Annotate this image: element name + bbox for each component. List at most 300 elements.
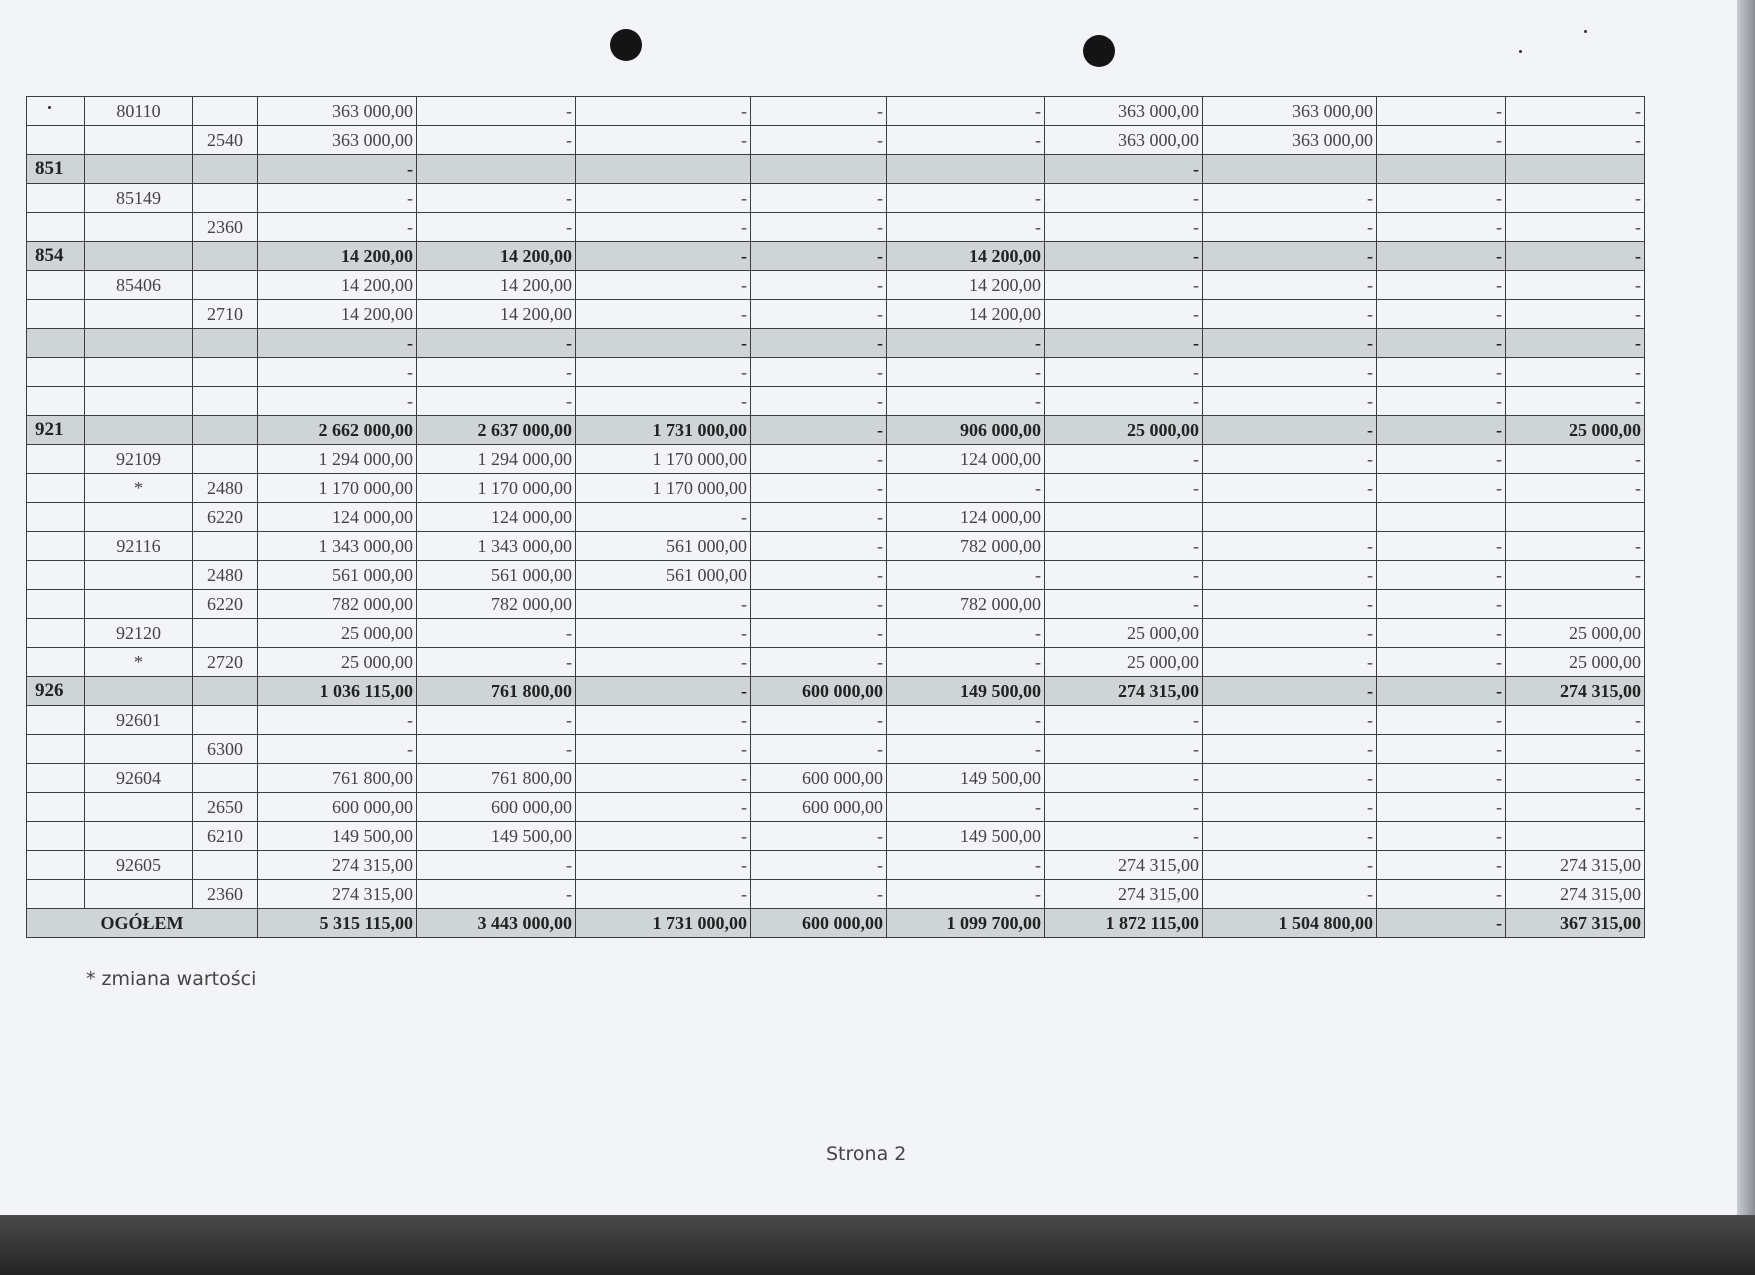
table-cell: - <box>1203 474 1377 503</box>
table-cell: - <box>1045 358 1203 387</box>
table-cell: 274 315,00 <box>1506 851 1645 880</box>
table-cell: - <box>1506 474 1645 503</box>
table-cell: - <box>1377 851 1506 880</box>
table-cell: - <box>576 97 751 126</box>
table-cell: - <box>1203 561 1377 590</box>
table-cell <box>27 474 85 503</box>
table-cell: - <box>1506 561 1645 590</box>
table-cell: - <box>1377 329 1506 358</box>
table-cell: 124 000,00 <box>258 503 417 532</box>
table-cell: - <box>1377 416 1506 445</box>
table-cell: - <box>576 706 751 735</box>
table-cell: - <box>1377 387 1506 416</box>
table-cell: - <box>576 851 751 880</box>
table-cell <box>27 648 85 677</box>
table-cell: - <box>1045 532 1203 561</box>
table-cell: 92604 <box>85 764 193 793</box>
table-row <box>27 213 1645 242</box>
table-cell: - <box>751 329 887 358</box>
table-cell: - <box>258 358 417 387</box>
table-cell: - <box>1045 822 1203 851</box>
table-cell <box>1506 822 1645 851</box>
table-cell <box>27 184 85 213</box>
table-cell: - <box>1377 561 1506 590</box>
table-cell: - <box>1377 242 1506 271</box>
table-cell <box>193 706 258 735</box>
table-cell <box>27 561 85 590</box>
table-cell: - <box>258 184 417 213</box>
table-row <box>27 503 1645 532</box>
table-cell: - <box>1377 474 1506 503</box>
table-cell: - <box>1377 271 1506 300</box>
table-cell: - <box>1203 300 1377 329</box>
table-cell <box>193 764 258 793</box>
table-cell: - <box>417 387 576 416</box>
table-cell: - <box>258 329 417 358</box>
table-cell: 274 315,00 <box>258 880 417 909</box>
table-cell <box>27 329 85 358</box>
table-cell <box>27 445 85 474</box>
table-cell: 761 800,00 <box>417 764 576 793</box>
table-cell: - <box>1045 764 1203 793</box>
table-cell: - <box>1045 793 1203 822</box>
table-cell: - <box>1203 648 1377 677</box>
table-cell: 2480 <box>193 474 258 503</box>
table-cell: 25 000,00 <box>258 648 417 677</box>
total-cell: 1 099 700,00 <box>887 909 1045 938</box>
table-cell: - <box>1045 155 1203 184</box>
speck <box>1584 30 1587 33</box>
section-row <box>27 416 1645 445</box>
table-cell <box>193 532 258 561</box>
table-cell: 761 800,00 <box>258 764 417 793</box>
table-cell: - <box>887 880 1045 909</box>
table-cell: - <box>576 677 751 706</box>
table-cell: - <box>887 648 1045 677</box>
table-cell: 600 000,00 <box>417 793 576 822</box>
table-cell: 92120 <box>85 619 193 648</box>
table-cell: 149 500,00 <box>258 822 417 851</box>
table-cell: 363 000,00 <box>1045 97 1203 126</box>
table-cell: - <box>1045 474 1203 503</box>
total-cell: 1 872 115,00 <box>1045 909 1203 938</box>
total-row <box>27 909 1645 938</box>
table-cell: 25 000,00 <box>1506 416 1645 445</box>
table-cell: - <box>1045 242 1203 271</box>
table-cell: - <box>1377 677 1506 706</box>
table-row <box>27 648 1645 677</box>
table-cell: - <box>1506 706 1645 735</box>
table-cell: - <box>887 561 1045 590</box>
table-cell: - <box>751 648 887 677</box>
table-cell: - <box>887 329 1045 358</box>
table-cell: 274 315,00 <box>1506 880 1645 909</box>
table-cell: 363 000,00 <box>1045 126 1203 155</box>
table-cell: - <box>417 619 576 648</box>
table-cell: - <box>576 880 751 909</box>
table-cell <box>193 184 258 213</box>
table-cell: 274 315,00 <box>1506 677 1645 706</box>
table-cell: 561 000,00 <box>576 561 751 590</box>
table-cell: - <box>1045 561 1203 590</box>
table-cell <box>85 242 193 271</box>
table-cell: 363 000,00 <box>1203 126 1377 155</box>
table-cell: - <box>1506 213 1645 242</box>
table-cell: 1 294 000,00 <box>258 445 417 474</box>
table-cell: - <box>576 329 751 358</box>
table-cell: 124 000,00 <box>417 503 576 532</box>
table-cell <box>85 416 193 445</box>
table-cell <box>1506 155 1645 184</box>
table-cell: 14 200,00 <box>258 300 417 329</box>
table-cell <box>1203 155 1377 184</box>
table-cell: 1 343 000,00 <box>417 532 576 561</box>
table-cell: - <box>576 242 751 271</box>
table-cell: - <box>1506 387 1645 416</box>
table-cell: 1 170 000,00 <box>576 474 751 503</box>
table-cell: - <box>887 358 1045 387</box>
table-cell: - <box>887 735 1045 764</box>
table-cell: 6300 <box>193 735 258 764</box>
table-cell: 761 800,00 <box>417 677 576 706</box>
table-cell: 854 <box>27 242 85 271</box>
table-row <box>27 822 1645 851</box>
punch-hole <box>610 29 642 61</box>
table-cell: - <box>1506 271 1645 300</box>
table-cell: 92109 <box>85 445 193 474</box>
table-row <box>27 735 1645 764</box>
table-cell: - <box>1203 532 1377 561</box>
table-cell <box>85 387 193 416</box>
table-cell: - <box>576 793 751 822</box>
table-cell <box>193 416 258 445</box>
table-cell: - <box>417 213 576 242</box>
total-cell: 3 443 000,00 <box>417 909 576 938</box>
table-cell: - <box>1203 329 1377 358</box>
table-cell <box>85 503 193 532</box>
table-cell: 14 200,00 <box>417 300 576 329</box>
table-row <box>27 271 1645 300</box>
table-cell: 363 000,00 <box>1203 97 1377 126</box>
total-cell: - <box>1377 909 1506 938</box>
table-cell: - <box>1203 619 1377 648</box>
page-number: Strona 2 <box>826 1143 907 1165</box>
table-cell: - <box>1045 387 1203 416</box>
table-cell: 25 000,00 <box>1506 648 1645 677</box>
table-cell: 1 343 000,00 <box>258 532 417 561</box>
table-cell <box>193 329 258 358</box>
speck <box>1519 50 1522 53</box>
table-cell <box>1377 503 1506 532</box>
table-cell: - <box>1506 358 1645 387</box>
table-cell <box>85 735 193 764</box>
table-cell <box>193 271 258 300</box>
table-cell <box>27 764 85 793</box>
table-cell: - <box>576 300 751 329</box>
table-cell <box>193 155 258 184</box>
table-cell <box>193 387 258 416</box>
table-cell: - <box>576 648 751 677</box>
table-cell <box>27 822 85 851</box>
table-cell <box>85 793 193 822</box>
table-cell: - <box>1377 126 1506 155</box>
table-cell: - <box>751 619 887 648</box>
table-cell: - <box>1506 764 1645 793</box>
table-cell <box>27 271 85 300</box>
table-cell: - <box>1377 648 1506 677</box>
table-cell <box>1506 590 1645 619</box>
table-cell: - <box>1506 793 1645 822</box>
table-cell <box>1045 503 1203 532</box>
table-cell: 25 000,00 <box>1045 619 1203 648</box>
table-cell: - <box>1203 764 1377 793</box>
table-cell: 14 200,00 <box>887 242 1045 271</box>
table-cell: - <box>1203 706 1377 735</box>
table-cell: 25 000,00 <box>1045 648 1203 677</box>
total-label: OGÓŁEM <box>27 909 258 938</box>
table-cell: - <box>1506 445 1645 474</box>
table-cell: - <box>887 474 1045 503</box>
table-cell <box>1203 503 1377 532</box>
table-cell <box>27 735 85 764</box>
table-cell <box>751 155 887 184</box>
table-cell: 851 <box>27 155 85 184</box>
table-cell: - <box>576 213 751 242</box>
table-cell: - <box>887 126 1045 155</box>
table-cell: 782 000,00 <box>887 532 1045 561</box>
table-cell <box>85 300 193 329</box>
table-cell: 6220 <box>193 503 258 532</box>
table-cell: - <box>576 271 751 300</box>
table-cell: - <box>417 735 576 764</box>
table-cell: 921 <box>27 416 85 445</box>
table-cell: 14 200,00 <box>417 242 576 271</box>
table-cell: - <box>1377 706 1506 735</box>
table-cell: 25 000,00 <box>1506 619 1645 648</box>
table-cell: - <box>1506 97 1645 126</box>
table-cell: 6220 <box>193 590 258 619</box>
table-cell: - <box>1506 300 1645 329</box>
section-row <box>27 329 1645 358</box>
table-cell: - <box>1045 706 1203 735</box>
table-cell <box>193 242 258 271</box>
table-cell <box>27 300 85 329</box>
table-cell: - <box>1045 184 1203 213</box>
table-cell: - <box>751 358 887 387</box>
table-cell: 1 170 000,00 <box>258 474 417 503</box>
table-cell: 1 731 000,00 <box>576 416 751 445</box>
table-cell: - <box>1203 213 1377 242</box>
table-cell <box>85 126 193 155</box>
table-cell <box>85 880 193 909</box>
table-row <box>27 387 1645 416</box>
table-cell <box>193 445 258 474</box>
table-cell: 149 500,00 <box>417 822 576 851</box>
table-cell: 782 000,00 <box>887 590 1045 619</box>
table-cell: - <box>1203 445 1377 474</box>
table-cell: - <box>751 503 887 532</box>
table-cell: 149 500,00 <box>887 822 1045 851</box>
table-cell: 561 000,00 <box>417 561 576 590</box>
table-cell <box>887 155 1045 184</box>
table-cell: - <box>576 590 751 619</box>
table-cell: 2480 <box>193 561 258 590</box>
table-cell: 561 000,00 <box>258 561 417 590</box>
section-row <box>27 155 1645 184</box>
table-cell <box>27 97 85 126</box>
table-cell: - <box>751 387 887 416</box>
table-cell: - <box>576 764 751 793</box>
table-cell: - <box>1506 735 1645 764</box>
table-cell: 25 000,00 <box>258 619 417 648</box>
table-cell <box>193 358 258 387</box>
table-cell: - <box>887 706 1045 735</box>
table-row <box>27 880 1645 909</box>
table-cell: - <box>1377 184 1506 213</box>
table-cell: - <box>1377 764 1506 793</box>
table-cell: - <box>417 184 576 213</box>
table-cell: 149 500,00 <box>887 764 1045 793</box>
table-cell: - <box>1203 677 1377 706</box>
table-row <box>27 532 1645 561</box>
table-cell <box>1377 155 1506 184</box>
table-cell <box>85 677 193 706</box>
table-cell: 782 000,00 <box>417 590 576 619</box>
table-cell: - <box>1045 271 1203 300</box>
table-cell: - <box>1377 213 1506 242</box>
table-row <box>27 561 1645 590</box>
table-cell: - <box>258 387 417 416</box>
table-cell <box>85 590 193 619</box>
table-cell: 600 000,00 <box>751 764 887 793</box>
table-row <box>27 590 1645 619</box>
table-cell: 14 200,00 <box>258 271 417 300</box>
table-cell: - <box>751 184 887 213</box>
table-cell: 149 500,00 <box>887 677 1045 706</box>
table-cell: - <box>751 97 887 126</box>
table-cell: - <box>751 271 887 300</box>
page-edge <box>1737 0 1755 1275</box>
table-cell <box>27 793 85 822</box>
table-cell: 782 000,00 <box>258 590 417 619</box>
table-cell: 124 000,00 <box>887 503 1045 532</box>
table-cell: 274 315,00 <box>258 851 417 880</box>
table-cell: - <box>751 590 887 619</box>
table-cell: 926 <box>27 677 85 706</box>
table-cell: - <box>1203 184 1377 213</box>
table-cell: - <box>887 184 1045 213</box>
table-cell: - <box>751 300 887 329</box>
table-cell: - <box>576 184 751 213</box>
table-cell: - <box>1045 735 1203 764</box>
table-cell: - <box>751 561 887 590</box>
table-cell: - <box>1377 880 1506 909</box>
table-row <box>27 764 1645 793</box>
table-cell <box>193 851 258 880</box>
table-cell <box>85 213 193 242</box>
table-cell: - <box>576 387 751 416</box>
section-row <box>27 242 1645 271</box>
table-cell: 14 200,00 <box>887 271 1045 300</box>
table-cell: - <box>1203 735 1377 764</box>
table-cell: 14 200,00 <box>258 242 417 271</box>
table-cell: - <box>1203 822 1377 851</box>
table-cell: 2360 <box>193 880 258 909</box>
table-cell: 2650 <box>193 793 258 822</box>
table-row <box>27 184 1645 213</box>
table-cell: - <box>417 358 576 387</box>
table-cell: * <box>85 648 193 677</box>
table-row <box>27 793 1645 822</box>
table-cell: - <box>1203 271 1377 300</box>
table-cell <box>85 329 193 358</box>
table-cell: 85406 <box>85 271 193 300</box>
table-cell: - <box>1377 735 1506 764</box>
table-cell: - <box>751 735 887 764</box>
table-cell <box>1506 503 1645 532</box>
table-cell: 600 000,00 <box>258 793 417 822</box>
table-cell: - <box>258 213 417 242</box>
table-cell: - <box>751 851 887 880</box>
table-cell: - <box>258 155 417 184</box>
table-cell: - <box>1203 358 1377 387</box>
table-cell: - <box>751 532 887 561</box>
table-cell: 363 000,00 <box>258 97 417 126</box>
table-cell: - <box>887 619 1045 648</box>
table-cell: - <box>751 474 887 503</box>
table-cell: 274 315,00 <box>1045 677 1203 706</box>
table-cell <box>27 851 85 880</box>
table-cell: - <box>1377 445 1506 474</box>
total-cell: 600 000,00 <box>751 909 887 938</box>
table-cell: 80110 <box>85 97 193 126</box>
table-cell: - <box>417 126 576 155</box>
table-cell: - <box>1203 793 1377 822</box>
table-body <box>27 97 1645 938</box>
table-cell: - <box>1377 532 1506 561</box>
table-cell: - <box>751 126 887 155</box>
table-cell: 14 200,00 <box>417 271 576 300</box>
table-cell: - <box>258 706 417 735</box>
table-cell: 92605 <box>85 851 193 880</box>
table-cell: * <box>85 474 193 503</box>
table-cell <box>85 155 193 184</box>
table-cell: 363 000,00 <box>258 126 417 155</box>
table-cell: 92601 <box>85 706 193 735</box>
table-cell <box>27 619 85 648</box>
table-row <box>27 851 1645 880</box>
table-cell: - <box>417 648 576 677</box>
table-cell: 1 036 115,00 <box>258 677 417 706</box>
total-cell: 5 315 115,00 <box>258 909 417 938</box>
table-cell: - <box>576 619 751 648</box>
table-cell: - <box>576 503 751 532</box>
table-cell: - <box>751 213 887 242</box>
table-cell: 2360 <box>193 213 258 242</box>
table-cell <box>27 213 85 242</box>
table-cell: - <box>751 242 887 271</box>
table-cell: - <box>1377 300 1506 329</box>
punch-hole <box>1083 35 1115 67</box>
table-cell <box>27 590 85 619</box>
table-cell: - <box>887 213 1045 242</box>
table-cell: - <box>1377 619 1506 648</box>
table-row <box>27 126 1645 155</box>
table-cell: 274 315,00 <box>1045 851 1203 880</box>
scanner-shadow <box>0 1215 1755 1275</box>
table-cell: - <box>576 735 751 764</box>
table-cell <box>576 155 751 184</box>
